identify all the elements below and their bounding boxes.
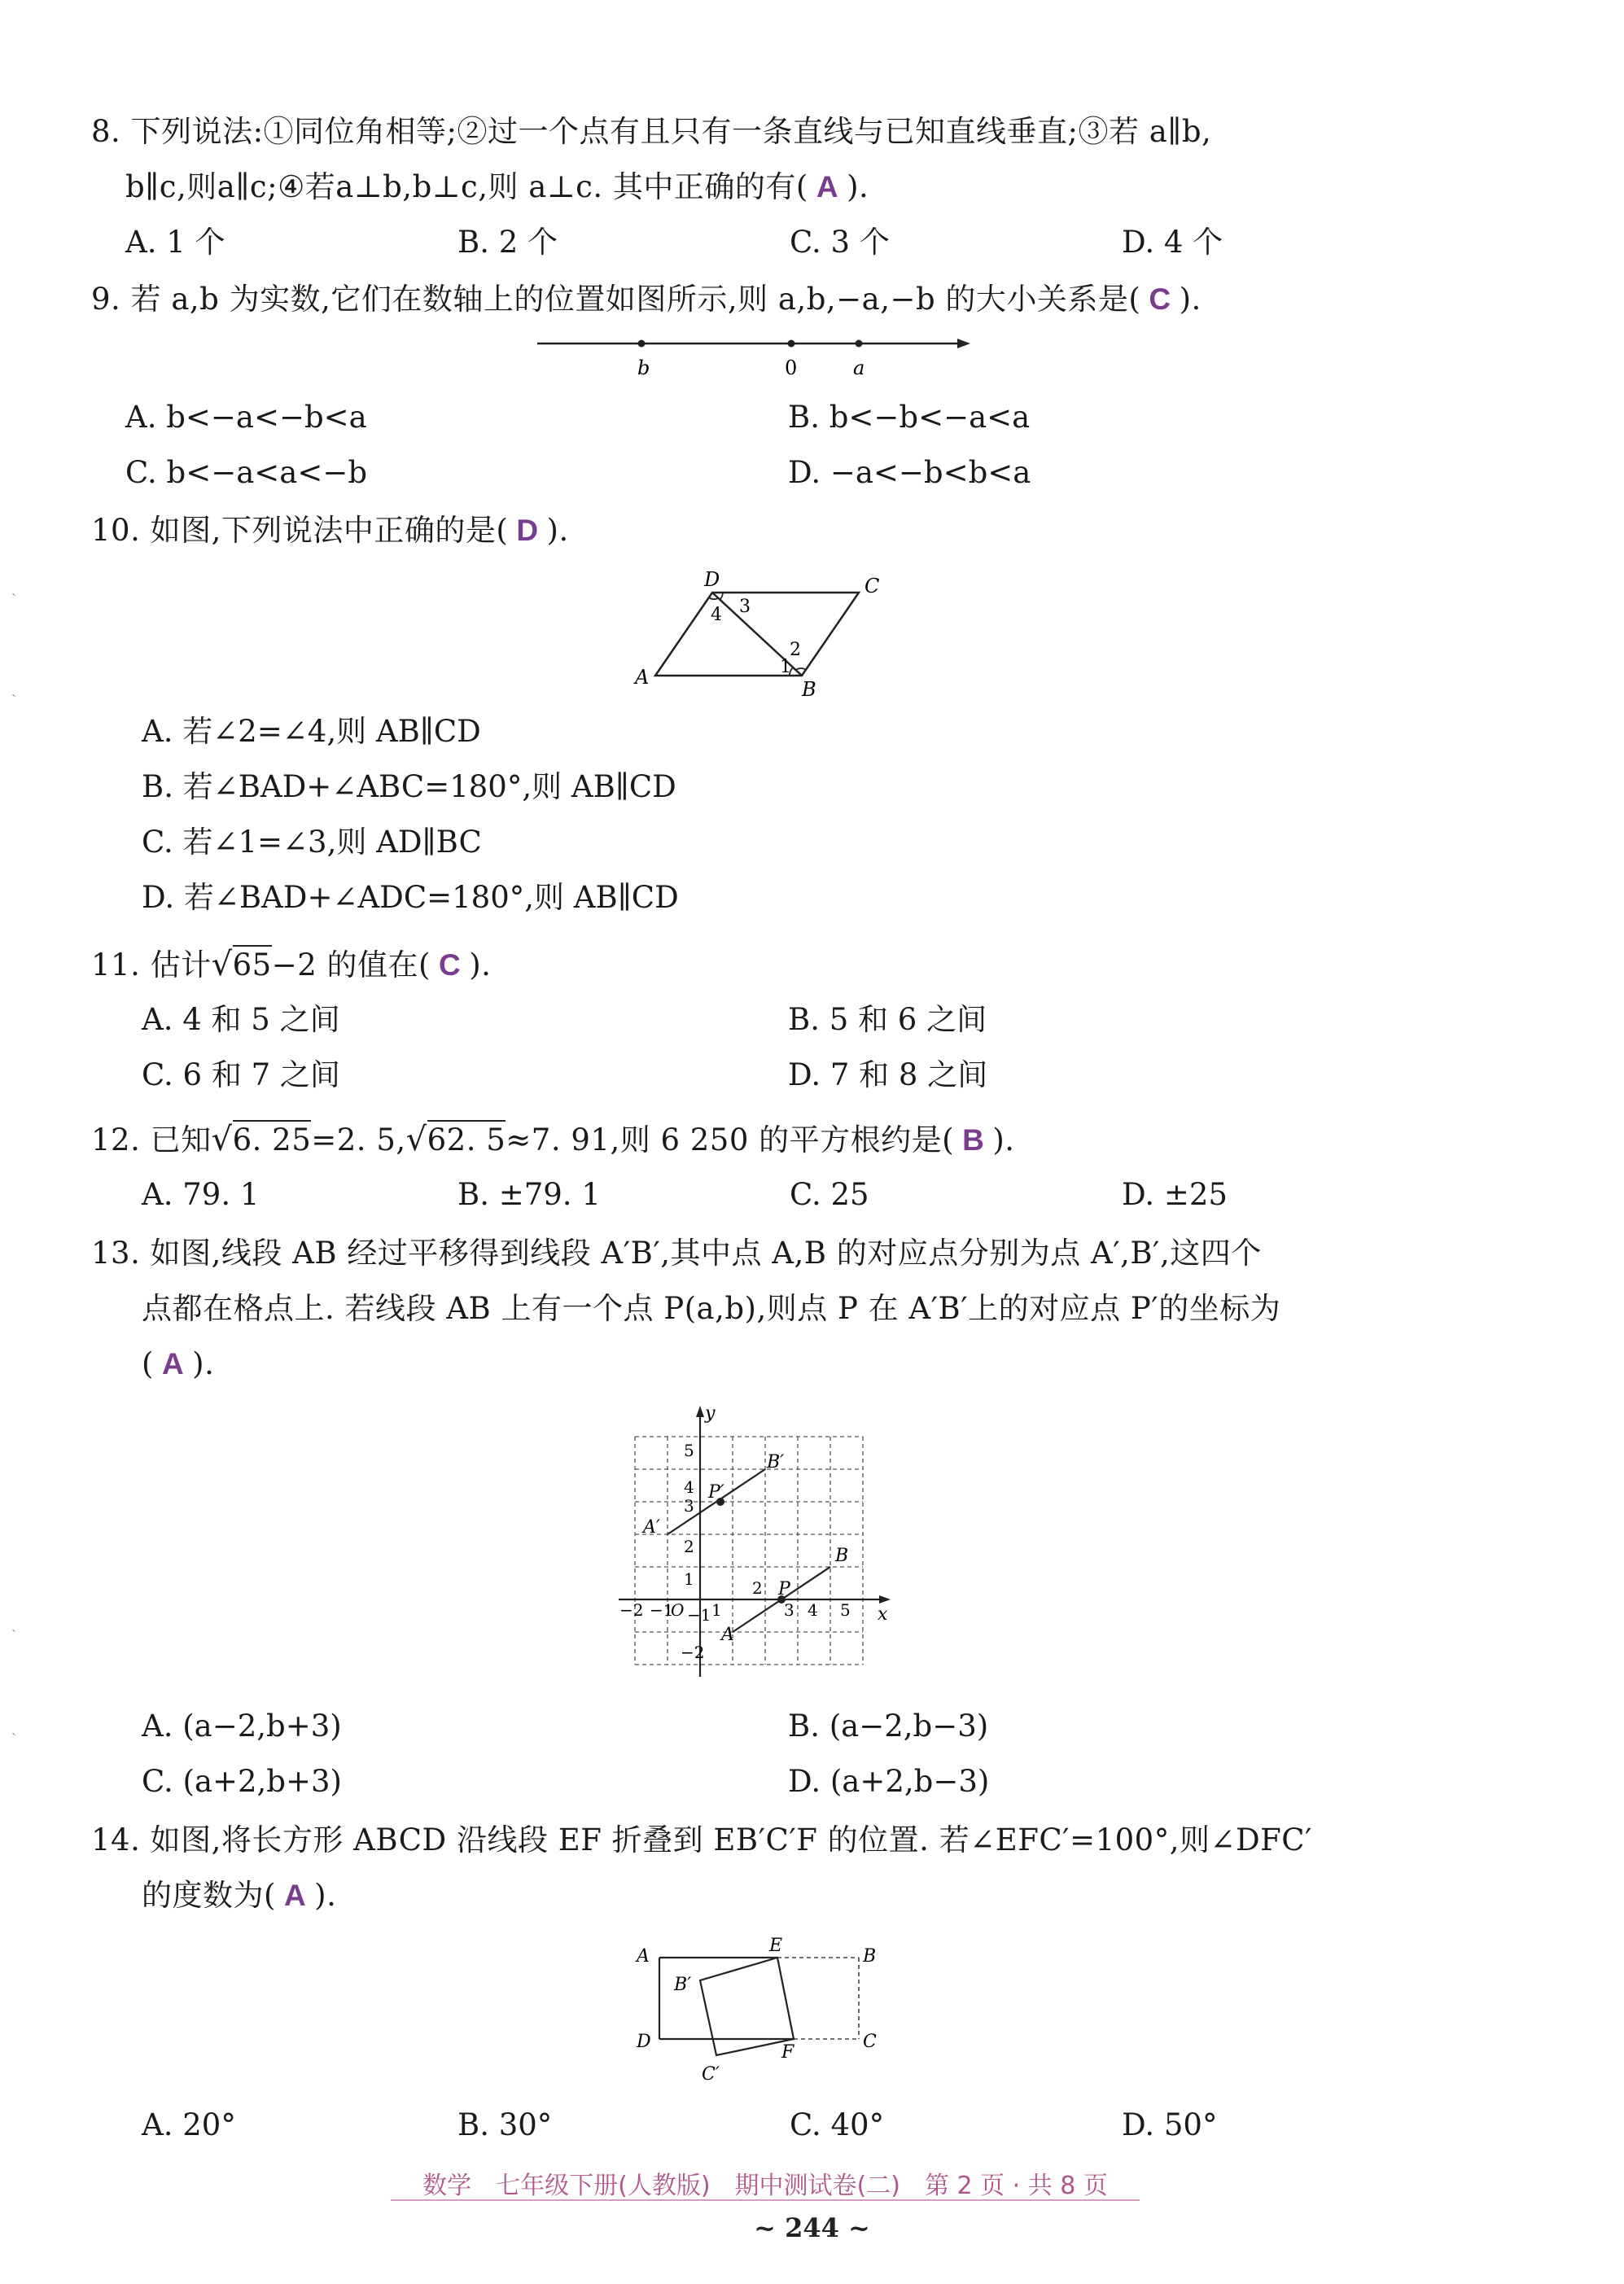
q10-label-d: D — [704, 568, 720, 591]
q13-origin: O — [671, 1600, 685, 1620]
q14-stem-end: ). — [314, 1878, 337, 1913]
q11-option-b: B. 5 和 6 之间 — [788, 1002, 987, 1037]
q12-radicand-2: 62. 5 — [427, 1120, 506, 1157]
q13-stem-line1: 13. 如图,线段 AB 经过平移得到线段 A′B′,其中点 A,B 的对应点分别为点 A′,B′,这四个 — [91, 1236, 1262, 1271]
q12-answer: B — [962, 1123, 985, 1157]
q12-stem-mid2: ≈7. 91,则 6 250 的平方根约是( — [506, 1122, 955, 1157]
margin-mark: ˏ — [11, 1616, 16, 1633]
q14-label-f: F — [781, 2042, 794, 2063]
q13-tick-x-neg1: −1 — [650, 1600, 674, 1620]
q12-stem-num: 12. 已知 — [91, 1122, 212, 1157]
q9-label-a: a — [853, 357, 865, 379]
q9-point-b — [638, 340, 646, 348]
q13-tick-x-4: 4 — [808, 1600, 818, 1620]
margin-mark: ˏ — [11, 580, 16, 597]
q10-angle-1: 1 — [780, 657, 791, 677]
q13-tick-y-neg2: −2 — [681, 1643, 705, 1662]
q13-stem-open: ( — [142, 1346, 154, 1381]
q13-answer: A — [161, 1347, 185, 1380]
q11-stem-end: ). — [469, 947, 492, 982]
q9-label-0: 0 — [785, 357, 798, 379]
q9-option-d: D. −a<−b<b<a — [788, 455, 1031, 490]
q9-point-0 — [788, 340, 795, 348]
q9-point-a — [856, 340, 863, 348]
q8-option-c: C. 3 个 — [790, 225, 890, 260]
q12-stem-end: ). — [992, 1122, 1015, 1157]
q10-angle-4: 4 — [711, 605, 722, 625]
q14-option-c: C. 40° — [790, 2107, 885, 2142]
q10-stem-text: 10. 如图,下列说法中正确的是( — [91, 513, 509, 548]
q11-option-d: D. 7 和 8 之间 — [788, 1057, 988, 1092]
q12-stem-mid1: =2. 5, — [311, 1122, 406, 1157]
q13-tick-x-neg2: −2 — [619, 1600, 644, 1620]
q13-tick-x-1: 1 — [711, 1600, 722, 1620]
q13-option-c: C. (a+2,b+3) — [142, 1764, 342, 1799]
q10-stem-end: ). — [546, 513, 569, 548]
q13-tick-x-2: 2 — [752, 1578, 763, 1598]
q9-stem — [91, 279, 1202, 320]
q14-option-a: A. 20° — [142, 2107, 236, 2142]
q12-option-a: A. 79. 1 — [142, 1177, 260, 1212]
q8-option-a: A. 1 个 — [125, 225, 225, 260]
q10-angle-2: 2 — [790, 640, 801, 660]
q13-coordinate-grid — [619, 1396, 895, 1681]
q10-option-c: C. 若∠1=∠3,则 AD∥BC — [142, 825, 482, 860]
footer-divider — [391, 2199, 1140, 2201]
q11-stem — [91, 944, 491, 986]
q14-label-c-prime: C′ — [702, 2064, 720, 2085]
q8-answer: A — [816, 170, 839, 203]
q13-tick-y-1: 1 — [684, 1569, 694, 1589]
q8-stem-text: b∥c,则a∥c;④若a⊥b,b⊥c,则 a⊥c. 其中正确的有( — [125, 169, 808, 204]
q13-axis-x: x — [878, 1604, 888, 1625]
q14-label-e: E — [769, 1936, 783, 1956]
q14-stem-text: 的度数为( — [142, 1878, 276, 1913]
q11-stem-rest: −2 的值在( — [271, 947, 431, 982]
q13-axis-y: y — [705, 1403, 716, 1424]
q13-label-b: B — [835, 1546, 849, 1566]
q13-tick-y-3: 3 — [684, 1496, 694, 1516]
q10-label-c: C — [865, 575, 880, 597]
q14-label-b: B — [863, 1946, 877, 1967]
q8-option-d: D. 4 个 — [1122, 225, 1223, 260]
q13-stem-line2: 点都在格点上. 若线段 AB 上有一个点 P(a,b),则点 P 在 A′B′上的对应点 P′的坐标为 — [142, 1291, 1281, 1326]
q13-tick-y-neg1: −1 — [687, 1605, 711, 1625]
q13-label-p: P — [778, 1579, 790, 1599]
q10-option-a: A. 若∠2=∠4,则 AB∥CD — [142, 714, 481, 749]
q12-option-b: B. ±79. 1 — [457, 1177, 601, 1212]
q9-number-line — [537, 330, 977, 387]
q10-answer: D — [516, 514, 539, 547]
page-number: ~ 244 ~ — [754, 2212, 870, 2243]
q10-option-b: B. 若∠BAD+∠ABC=180°,则 AB∥CD — [142, 769, 676, 804]
q9-option-b: B. b<−b<−a<a — [788, 400, 1031, 435]
q12-option-c: C. 25 — [790, 1177, 869, 1212]
q13-label-b-prime: B′ — [767, 1452, 785, 1472]
q13-tick-y-4: 4 — [684, 1477, 694, 1497]
q13-label-p-prime: P′ — [708, 1482, 724, 1503]
q10-option-d: D. 若∠BAD+∠ADC=180°,则 AB∥CD — [142, 880, 679, 915]
q13-stem-line3 — [142, 1344, 214, 1385]
q10-angle-3: 3 — [739, 597, 751, 617]
sqrt-sign: √ — [211, 946, 233, 983]
q13-tick-x-3: 3 — [784, 1600, 794, 1620]
q14-label-a: A — [637, 1946, 650, 1967]
q11-radicand: 65 — [233, 945, 272, 982]
q13-option-b: B. (a−2,b−3) — [788, 1709, 989, 1744]
q14-option-b: B. 30° — [457, 2107, 553, 2142]
q14-folded-rectangle-figure — [627, 1933, 895, 2088]
q8-stem-line1: 8. 下列说法:①同位角相等;②过一个点有且只有一条直线与已知直线垂直;③若 a∥b, — [91, 114, 1212, 149]
q14-label-d: D — [637, 2032, 651, 2052]
q9-label-b: b — [637, 357, 650, 379]
q13-stem-end: ). — [192, 1346, 215, 1381]
q13-option-d: D. (a+2,b−3) — [788, 1764, 990, 1799]
q13-tick-y-2: 2 — [684, 1537, 694, 1556]
q10-label-b: B — [802, 678, 816, 701]
q11-option-a: A. 4 和 5 之间 — [142, 1002, 340, 1037]
q8-option-b: B. 2 个 — [457, 225, 558, 260]
q9-stem-text: 9. 若 a,b 为实数,它们在数轴上的位置如图所示,则 a,b,−a,−b 的大小关系是( — [91, 282, 1141, 317]
q12-radicand-1: 6. 25 — [233, 1120, 312, 1157]
margin-mark: ˎ — [11, 680, 16, 698]
q12-option-d: D. ±25 — [1122, 1177, 1228, 1212]
sqrt-sign: √ — [405, 1121, 427, 1158]
q14-stem-line2 — [142, 1875, 336, 1916]
q9-option-a: A. b<−a<−b<a — [125, 400, 367, 435]
q11-stem-num: 11. 估计 — [91, 947, 212, 982]
q10-stem — [91, 510, 569, 551]
q10-label-a: A — [635, 666, 650, 689]
q8-stem-end: ). — [847, 169, 869, 204]
sqrt-sign: √ — [211, 1121, 233, 1158]
q11-option-c: C. 6 和 7 之间 — [142, 1057, 340, 1092]
q13-option-a: A. (a−2,b+3) — [142, 1709, 342, 1744]
q10-parallelogram-figure — [627, 562, 895, 700]
q9-answer: C — [1149, 282, 1171, 316]
q12-stem — [91, 1119, 1015, 1161]
margin-mark: ˎ — [11, 1719, 16, 1736]
q13-label-a: A — [721, 1625, 734, 1645]
q8-stem-line2 — [125, 167, 869, 208]
q9-option-c: C. b<−a<a<−b — [125, 455, 368, 490]
q13-tick-y-5: 5 — [684, 1441, 694, 1460]
page-footer: 数学 七年级下册(人教版) 期中测试卷(二) 第 2 页 · 共 8 页 — [422, 2172, 1108, 2200]
q9-stem-end: ). — [1179, 282, 1202, 317]
q14-stem-line1: 14. 如图,将长方形 ABCD 沿线段 EF 折叠到 EB′C′F 的位置. 若∠EFC′=100°,则∠DFC′ — [91, 1822, 1313, 1857]
q14-option-d: D. 50° — [1122, 2107, 1218, 2142]
q14-label-b-prime: B′ — [674, 1975, 692, 1995]
q14-label-c: C — [863, 2032, 877, 2052]
q11-answer: C — [438, 948, 462, 982]
q13-label-a-prime: A′ — [643, 1517, 660, 1538]
q13-tick-x-5: 5 — [840, 1600, 851, 1620]
q14-answer: A — [283, 1879, 307, 1912]
